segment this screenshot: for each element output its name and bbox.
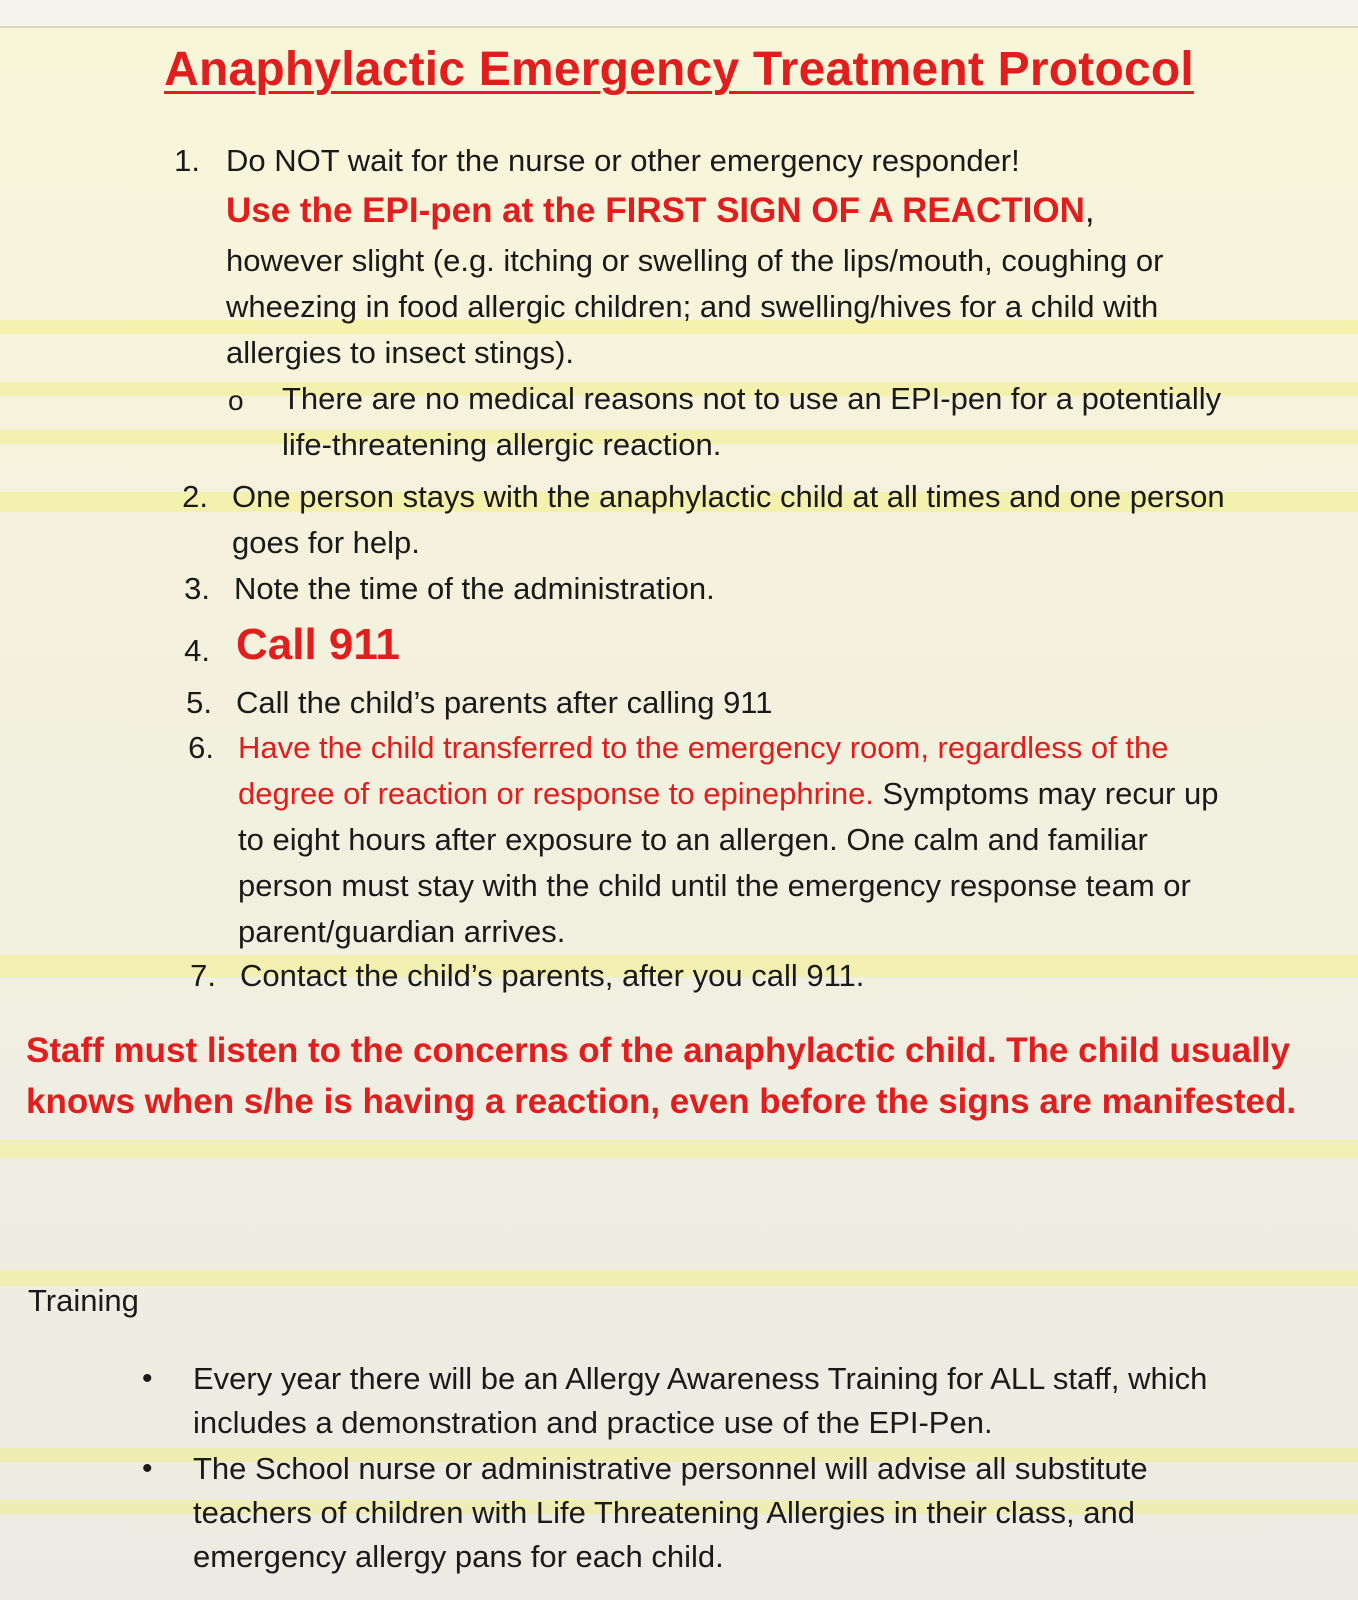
step-text-line: to eight hours after exposure to an allergen. One calm and familiar: [238, 822, 1148, 857]
step-number: 7.: [190, 958, 216, 993]
bullet-line: The School nurse or administrative personnel will advise all substitute: [193, 1451, 1148, 1486]
step-text-line: Do NOT wait for the nurse or other emergency responder!: [226, 143, 1020, 178]
step-number: 3.: [184, 571, 210, 606]
bullet-dot: •: [142, 1452, 153, 1485]
bullet-line: teachers of children with Life Threatening Allergies in their class, and: [193, 1495, 1136, 1530]
step-number: 2.: [182, 479, 208, 514]
bullet-line: includes a demonstration and practice use of the EPI-Pen.: [193, 1405, 993, 1440]
call-911-emphasis: Call 911: [236, 620, 400, 669]
step-text-line: goes for help.: [232, 525, 420, 560]
paper-top-edge: [0, 0, 1358, 28]
emphasis-trail: ,: [1084, 191, 1095, 230]
step-number: 6.: [188, 730, 214, 765]
step-text-line: person must stay with the child until the emergency response team or: [238, 868, 1191, 903]
step-number: 4.: [184, 633, 210, 668]
step-red-line: Have the child transferred to the emergency room, regardless of the: [238, 730, 1169, 765]
step-emphasis-line: [226, 188, 1095, 234]
step-detail-line: wheezing in food allergic children; and swelling/hives for a child with: [226, 289, 1159, 324]
highlighter-band: [0, 1140, 1358, 1158]
step-text-line: Contact the child’s parents, after you call 911.: [240, 958, 865, 993]
step-detail-line: however slight (e.g. itching or swelling of the lips/mouth, coughing or: [226, 243, 1164, 278]
sub-bullet-marker: o: [228, 385, 244, 416]
step-text-line: parent/guardian arrives.: [238, 914, 566, 949]
step-trail-text: Symptoms may recur up: [873, 776, 1219, 811]
step-mixed-line: [238, 771, 1218, 817]
training-heading: Training: [28, 1283, 139, 1318]
bullet-line: emergency allergy pans for each child.: [193, 1539, 724, 1574]
step-number: 5.: [186, 685, 212, 720]
sub-bullet-line: There are no medical reasons not to use an EPI-pen for a potentially: [282, 381, 1222, 416]
bullet-dot: •: [142, 1362, 153, 1395]
sub-bullet-line: life-threatening allergic reaction.: [282, 427, 722, 462]
step-text-line: One person stays with the anaphylactic child at all times and one person: [232, 479, 1225, 514]
staff-warning: Staff must listen to the concerns of the anaphylactic child. The child usually knows when s/he is having a reaction, even before the signs are manifested.: [26, 1031, 1297, 1121]
step-text-line: Call the child’s parents after calling 911: [236, 685, 773, 720]
step-red-text: degree of reaction or response to epinephrine.: [238, 776, 874, 811]
step-detail-line: allergies to insect stings).: [226, 335, 575, 370]
step-text-line: Note the time of the administration.: [234, 571, 715, 606]
document-title: Anaphylactic Emergency Treatment Protocol: [164, 43, 1194, 96]
highlighter-band: [0, 1270, 1358, 1286]
step-number: 1.: [174, 143, 200, 178]
emphasis-text: Use the EPI-pen at the FIRST SIGN OF A REACTION: [226, 191, 1085, 230]
bullet-line: Every year there will be an Allergy Awareness Training for ALL staff, which: [193, 1361, 1208, 1396]
